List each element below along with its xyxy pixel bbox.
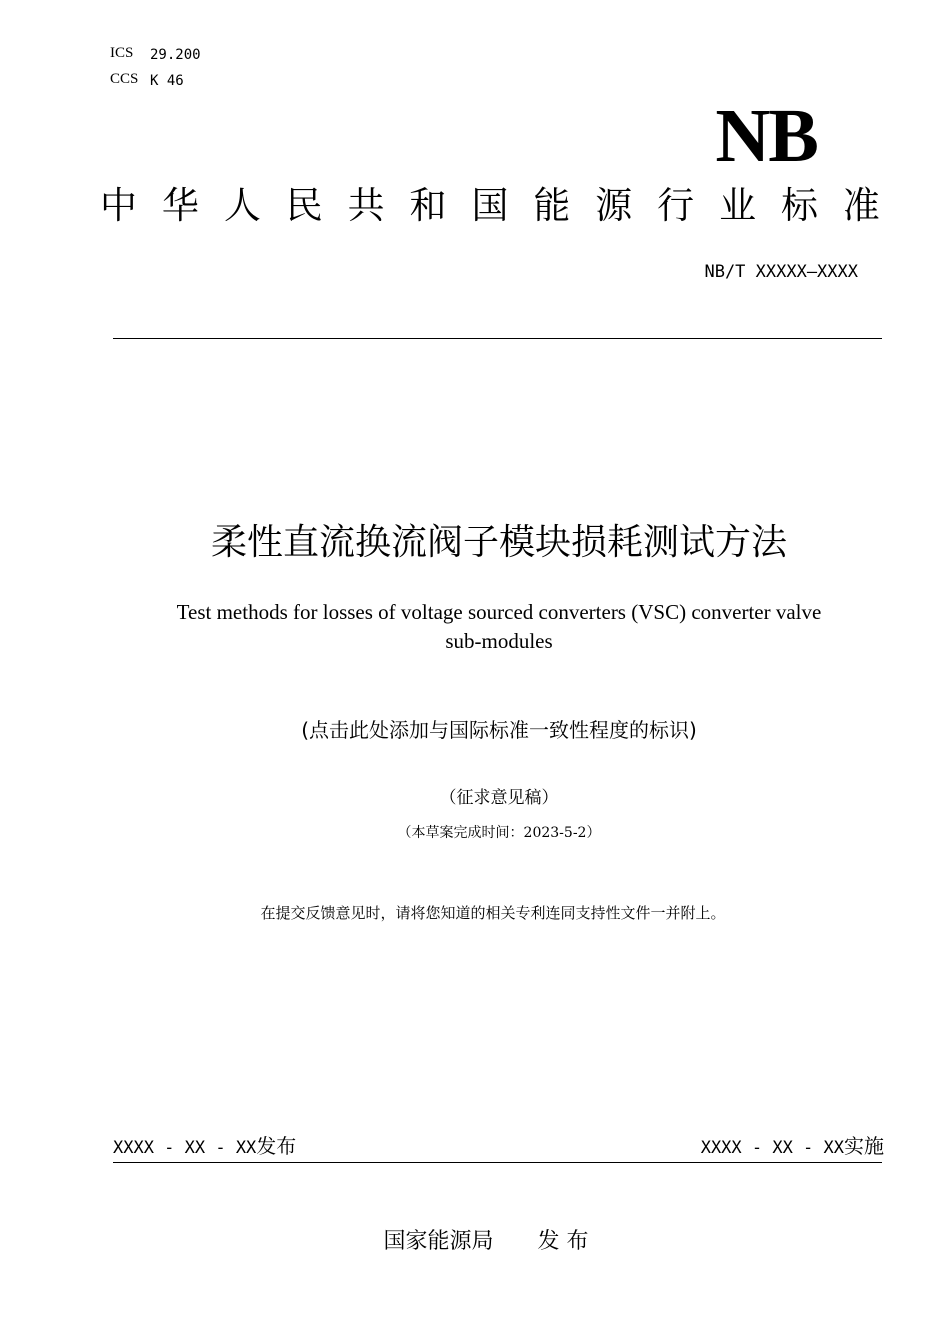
ics-label: ICS: [110, 45, 134, 61]
standard-type-char: 标: [780, 184, 818, 227]
standard-number: NB/T XXXXX—XXXX: [704, 262, 858, 282]
patent-notice: 在提交反馈意见时，请将您知道的相关专利连同支持性文件一并附上。: [260, 904, 726, 922]
document-title-chinese: 柔性直流换流阀子模块损耗测试方法: [210, 522, 787, 563]
standard-type-char: 人: [223, 184, 261, 227]
standard-type-char: 华: [161, 184, 199, 227]
standard-type-char: 国: [471, 184, 509, 227]
title-english-line: sub-modules: [445, 629, 553, 653]
implement-date-line: [701, 1133, 884, 1161]
footer-divider: [113, 1162, 882, 1163]
issuer-line: [0, 1227, 950, 1257]
standard-type-char: 准: [842, 184, 880, 227]
draft-status: （征求意见稿）: [439, 788, 559, 808]
standard-type-char: 共: [347, 184, 385, 227]
header-divider: [113, 338, 882, 339]
ics-value: 29.200: [150, 47, 201, 63]
standard-type-char: 和: [409, 184, 447, 227]
standard-type-title: [100, 184, 880, 228]
consistency-placeholder[interactable]: (点击此处添加与国际标准一致性程度的标识): [301, 718, 697, 742]
standard-type-char: 能: [533, 184, 571, 227]
publish-label: 发布: [256, 1134, 297, 1158]
ccs-label: CCS: [110, 71, 139, 87]
publish-date: XXXX - XX - XX: [113, 1138, 257, 1158]
standard-type-char: 中: [100, 184, 137, 227]
issuer-name: 国家能源局: [383, 1229, 494, 1254]
standard-type-char: 民: [285, 184, 323, 227]
issuer-action: 发 布: [537, 1229, 589, 1254]
document-title-english: [0, 598, 950, 656]
completion-date: （本草案完成时间：2023-5-2）: [397, 825, 601, 841]
title-english-line: Test methods for losses of voltage sourced converters (VSC) converter valve: [176, 600, 822, 624]
implement-date: XXXX - XX - XX: [700, 1138, 844, 1158]
standard-type-char: 业: [719, 184, 757, 227]
implement-label: 实施: [844, 1134, 884, 1158]
standard-type-char: 源: [595, 184, 633, 227]
ccs-value: K 46: [150, 73, 184, 89]
publish-date-line: [113, 1133, 296, 1161]
nb-logo: NB: [715, 94, 817, 178]
standard-type-char: 行: [657, 184, 695, 227]
